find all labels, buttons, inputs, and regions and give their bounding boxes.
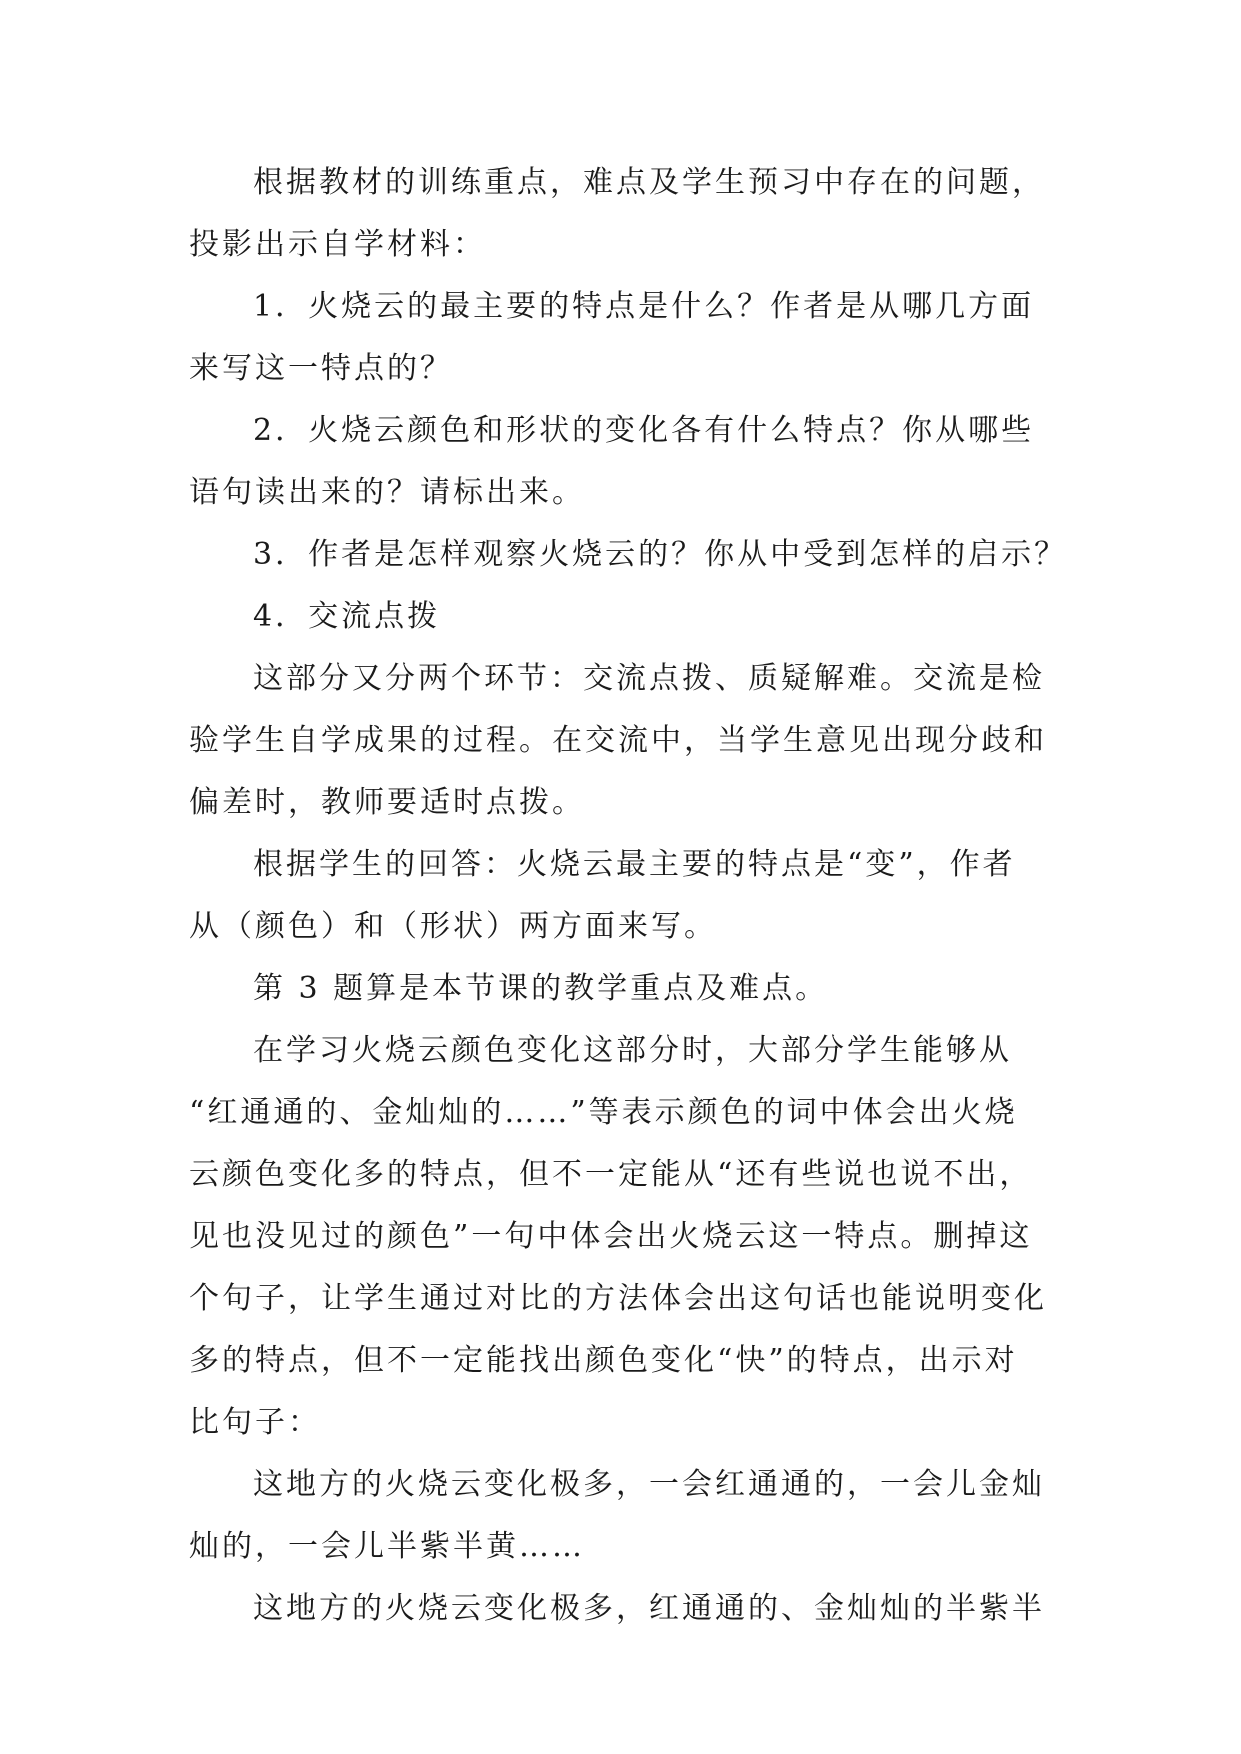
text-line: 从（颜色）和（形状）两方面来写。: [189, 909, 717, 944]
text-line: 灿的，一会儿半紫半黄……: [189, 1529, 585, 1564]
text-line: 这地方的火烧云变化极多，红通通的、金灿灿的半紫半: [253, 1591, 1045, 1626]
text-line: 这地方的火烧云变化极多，一会红通通的，一会儿金灿: [253, 1467, 1045, 1502]
text-line: 来写这一特点的？: [189, 351, 453, 386]
text-line: 个句子，让学生通过对比的方法体会出这句话也能说明变化: [189, 1281, 1047, 1316]
text-line: 云颜色变化多的特点，但不一定能从“还有些说也说不出，: [189, 1157, 1033, 1192]
text-line: 多的特点，但不一定能找出颜色变化“快”的特点，出示对: [189, 1343, 1018, 1378]
text-line: 语句读出来的？请标出来。: [189, 475, 585, 510]
text-line: “红通通的、金灿灿的……”等表示颜色的词中体会出火烧: [189, 1095, 1018, 1130]
text-line: 偏差时，教师要适时点拨。: [189, 785, 585, 820]
text-line: 这部分又分两个环节：交流点拨、质疑解难。交流是检: [253, 661, 1045, 696]
text-line: 验学生自学成果的过程。在交流中，当学生意见出现分歧和: [189, 723, 1047, 758]
list-item: 2．火烧云颜色和形状的变化各有什么特点？你从哪些: [253, 413, 1035, 448]
text-line: 比句子：: [189, 1405, 321, 1440]
text-line: 根据教材的训练重点，难点及学生预习中存在的问题，: [253, 165, 1045, 200]
text-line: 第 3 题算是本节课的教学重点及难点。: [253, 971, 829, 1006]
document-body: [189, 152, 1068, 1640]
list-item: 1．火烧云的最主要的特点是什么？作者是从哪几方面: [253, 289, 1035, 324]
text-line: 投影出示自学材料：: [189, 227, 486, 262]
list-item: 4．交流点拨: [253, 599, 441, 634]
text-line: 根据学生的回答：火烧云最主要的特点是“变”，作者: [253, 847, 1016, 882]
list-item: 3．作者是怎样观察火烧云的？你从中受到怎样的启示？: [253, 537, 1068, 572]
text-line: 在学习火烧云颜色变化这部分时，大部分学生能够从: [253, 1033, 1012, 1068]
text-line: 见也没见过的颜色”一句中体会出火烧云这一特点。删掉这: [189, 1219, 1033, 1254]
